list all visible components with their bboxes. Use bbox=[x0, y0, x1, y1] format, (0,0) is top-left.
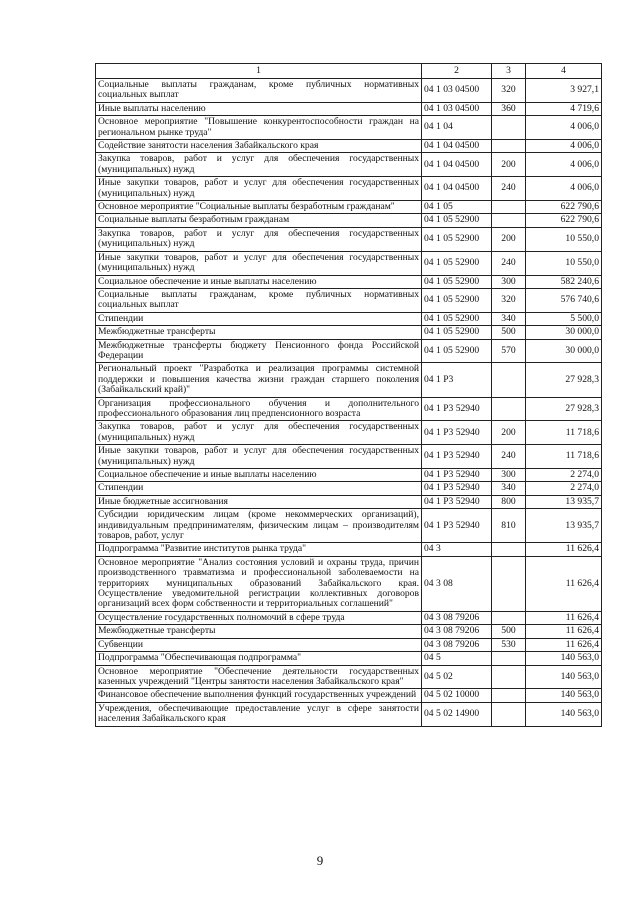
row-name-cell: Содействие занятости населения Забайкальского края bbox=[96, 140, 422, 153]
row-code-cell: 04 1 05 52900 bbox=[422, 312, 492, 325]
table-row bbox=[96, 79, 602, 103]
row-code-cell: 04 1 P3 52940 bbox=[422, 421, 492, 445]
row-name-cell: Стипендии bbox=[96, 482, 422, 495]
row-expense-type-cell bbox=[492, 611, 526, 624]
row-expense-type-cell: 200 bbox=[492, 153, 526, 177]
row-expense-type-cell: 570 bbox=[492, 339, 526, 363]
table-row bbox=[96, 652, 602, 665]
row-expense-type-cell bbox=[492, 363, 526, 397]
row-sum-cell: 27 928,3 bbox=[526, 363, 602, 397]
row-name-cell: Основное мероприятие "Обеспечение деятельности государственных казенных учреждений "Центры занятости населения Забайкальского края" bbox=[96, 665, 422, 689]
table-row bbox=[96, 689, 602, 702]
table-row bbox=[96, 638, 602, 651]
row-sum-cell: 4 006,0 bbox=[526, 116, 602, 140]
row-code-cell: 04 1 04 04500 bbox=[422, 177, 492, 201]
row-expense-type-cell bbox=[492, 214, 526, 227]
table-row bbox=[96, 140, 602, 153]
row-sum-cell: 30 000,0 bbox=[526, 339, 602, 363]
table-row bbox=[96, 482, 602, 495]
row-sum-cell: 13 935,7 bbox=[526, 495, 602, 508]
row-code-cell: 04 3 08 79206 bbox=[422, 638, 492, 651]
row-sum-cell: 27 928,3 bbox=[526, 397, 602, 421]
row-expense-type-cell bbox=[492, 665, 526, 689]
row-expense-type-cell: 530 bbox=[492, 638, 526, 651]
row-code-cell: 04 1 05 52900 bbox=[422, 214, 492, 227]
row-code-cell: 04 1 05 52900 bbox=[422, 339, 492, 363]
row-code-cell: 04 5 bbox=[422, 652, 492, 665]
row-name-cell: Социальные выплаты гражданам, кроме публичных нормативных социальных выплат bbox=[96, 288, 422, 312]
row-code-cell: 04 1 P3 52940 bbox=[422, 495, 492, 508]
table-row bbox=[96, 312, 602, 325]
header-col-code: 2 bbox=[422, 64, 492, 79]
row-name-cell: Межбюджетные трансферты бюджету Пенсионного фонда Российской Федерации bbox=[96, 339, 422, 363]
row-name-cell: Иные закупки товаров, работ и услуг для обеспечения государственных (муниципальных) нужд bbox=[96, 177, 422, 201]
row-sum-cell: 3 927,1 bbox=[526, 79, 602, 103]
row-expense-type-cell: 800 bbox=[492, 495, 526, 508]
row-name-cell: Социальное обеспечение и иные выплаты населению bbox=[96, 275, 422, 288]
row-sum-cell: 4 719,6 bbox=[526, 102, 602, 115]
row-name-cell: Стипендии bbox=[96, 312, 422, 325]
table-row bbox=[96, 445, 602, 469]
row-sum-cell: 13 935,7 bbox=[526, 509, 602, 543]
row-expense-type-cell: 340 bbox=[492, 482, 526, 495]
row-sum-cell: 4 006,0 bbox=[526, 177, 602, 201]
table-row bbox=[96, 625, 602, 638]
row-sum-cell: 11 718,6 bbox=[526, 421, 602, 445]
row-expense-type-cell: 500 bbox=[492, 326, 526, 339]
row-sum-cell: 576 740,6 bbox=[526, 288, 602, 312]
page-number: 9 bbox=[316, 853, 324, 868]
row-code-cell: 04 5 02 bbox=[422, 665, 492, 689]
row-name-cell: Организация профессионального обучения и дополнительного профессионального образования лиц предпенсионного возраста bbox=[96, 397, 422, 421]
table-row bbox=[96, 495, 602, 508]
row-expense-type-cell: 810 bbox=[492, 509, 526, 543]
row-name-cell: Иные выплаты населению bbox=[96, 102, 422, 115]
row-expense-type-cell bbox=[492, 702, 526, 726]
row-code-cell: 04 1 05 52900 bbox=[422, 275, 492, 288]
row-sum-cell: 2 274,0 bbox=[526, 469, 602, 482]
table-row bbox=[96, 469, 602, 482]
row-expense-type-cell bbox=[492, 140, 526, 153]
row-sum-cell: 11 626,4 bbox=[526, 611, 602, 624]
row-sum-cell: 11 626,4 bbox=[526, 625, 602, 638]
table-row bbox=[96, 702, 602, 726]
table-row bbox=[96, 214, 602, 227]
row-sum-cell: 30 000,0 bbox=[526, 326, 602, 339]
row-sum-cell: 11 626,4 bbox=[526, 543, 602, 556]
row-name-cell: Основное мероприятие "Анализ состояния условий и охраны труда, причин производственного травматизма и профессиональной заболеваемости на территориях муниципальных образований Забайкальского края. Осуществление уведомительной регистрации коллективных договоров организаций всех форм собственности и территориальных соглашений" bbox=[96, 556, 422, 611]
row-expense-type-cell: 320 bbox=[492, 288, 526, 312]
row-code-cell: 04 1 P3 52940 bbox=[422, 397, 492, 421]
row-expense-type-cell: 360 bbox=[492, 102, 526, 115]
row-code-cell: 04 3 08 79206 bbox=[422, 625, 492, 638]
row-sum-cell: 10 550,0 bbox=[526, 251, 602, 275]
row-expense-type-cell: 240 bbox=[492, 177, 526, 201]
row-code-cell: 04 5 02 14900 bbox=[422, 702, 492, 726]
row-name-cell: Осуществление государственных полномочий в сфере труда bbox=[96, 611, 422, 624]
row-expense-type-cell: 320 bbox=[492, 79, 526, 103]
row-code-cell: 04 3 08 bbox=[422, 556, 492, 611]
table-row bbox=[96, 543, 602, 556]
row-expense-type-cell: 200 bbox=[492, 421, 526, 445]
row-name-cell: Закупка товаров, работ и услуг для обеспечения государственных (муниципальных) нужд bbox=[96, 227, 422, 251]
row-code-cell: 04 1 P3 52940 bbox=[422, 445, 492, 469]
table-row bbox=[96, 509, 602, 543]
row-name-cell: Основное мероприятие "Повышение конкурентоспособности граждан на региональном рынке труда" bbox=[96, 116, 422, 140]
row-name-cell: Субвенции bbox=[96, 638, 422, 651]
header-col-sum: 4 bbox=[526, 64, 602, 79]
row-sum-cell: 4 006,0 bbox=[526, 140, 602, 153]
row-code-cell: 04 1 03 04500 bbox=[422, 79, 492, 103]
row-name-cell: Социальные выплаты гражданам, кроме публичных нормативных социальных выплат bbox=[96, 79, 422, 103]
table-row bbox=[96, 102, 602, 115]
row-expense-type-cell bbox=[492, 201, 526, 214]
row-sum-cell: 4 006,0 bbox=[526, 153, 602, 177]
row-sum-cell: 5 500,0 bbox=[526, 312, 602, 325]
row-sum-cell: 582 240,6 bbox=[526, 275, 602, 288]
row-sum-cell: 622 790,6 bbox=[526, 201, 602, 214]
row-name-cell: Социальное обеспечение и иные выплаты населению bbox=[96, 469, 422, 482]
row-code-cell: 04 1 05 52900 bbox=[422, 288, 492, 312]
table-row bbox=[96, 288, 602, 312]
row-expense-type-cell: 240 bbox=[492, 251, 526, 275]
row-name-cell: Закупка товаров, работ и услуг для обеспечения государственных (муниципальных) нужд bbox=[96, 153, 422, 177]
row-sum-cell: 11 626,4 bbox=[526, 556, 602, 611]
table-row bbox=[96, 201, 602, 214]
row-expense-type-cell: 500 bbox=[492, 625, 526, 638]
row-name-cell: Иные закупки товаров, работ и услуг для обеспечения государственных (муниципальных) нужд bbox=[96, 251, 422, 275]
table-row bbox=[96, 611, 602, 624]
row-code-cell: 04 1 P3 bbox=[422, 363, 492, 397]
header-col-vr: 3 bbox=[492, 64, 526, 79]
row-name-cell: Межбюджетные трансферты bbox=[96, 625, 422, 638]
row-expense-type-cell bbox=[492, 116, 526, 140]
table-row bbox=[96, 116, 602, 140]
row-name-cell: Закупка товаров, работ и услуг для обеспечения государственных (муниципальных) нужд bbox=[96, 421, 422, 445]
row-expense-type-cell bbox=[492, 652, 526, 665]
table-row bbox=[96, 326, 602, 339]
row-expense-type-cell bbox=[492, 689, 526, 702]
row-sum-cell: 140 563,0 bbox=[526, 652, 602, 665]
row-sum-cell: 140 563,0 bbox=[526, 702, 602, 726]
row-name-cell: Субсидии юридическим лицам (кроме некоммерческих организаций), индивидуальным предпринимателям, физическим лицам – производителям товаров, работ, услуг bbox=[96, 509, 422, 543]
row-code-cell: 04 1 05 bbox=[422, 201, 492, 214]
row-code-cell: 04 1 04 bbox=[422, 116, 492, 140]
row-expense-type-cell bbox=[492, 556, 526, 611]
row-code-cell: 04 1 P3 52940 bbox=[422, 482, 492, 495]
row-name-cell: Иные бюджетные ассигнования bbox=[96, 495, 422, 508]
row-sum-cell: 2 274,0 bbox=[526, 482, 602, 495]
row-sum-cell: 10 550,0 bbox=[526, 227, 602, 251]
table-row bbox=[96, 665, 602, 689]
row-name-cell: Иные закупки товаров, работ и услуг для обеспечения государственных (муниципальных) нужд bbox=[96, 445, 422, 469]
row-sum-cell: 140 563,0 bbox=[526, 665, 602, 689]
row-code-cell: 04 1 04 04500 bbox=[422, 153, 492, 177]
row-code-cell: 04 1 03 04500 bbox=[422, 102, 492, 115]
table-row bbox=[96, 363, 602, 397]
row-name-cell: Подпрограмма "Обеспечивающая подпрограмма" bbox=[96, 652, 422, 665]
table-row bbox=[96, 397, 602, 421]
row-name-cell: Финансовое обеспечение выполнения функций государственных учреждений bbox=[96, 689, 422, 702]
row-expense-type-cell: 340 bbox=[492, 312, 526, 325]
row-code-cell: 04 1 05 52900 bbox=[422, 227, 492, 251]
table-row bbox=[96, 275, 602, 288]
table-header-row bbox=[96, 64, 602, 79]
table-row bbox=[96, 421, 602, 445]
row-name-cell: Социальные выплаты безработным гражданам bbox=[96, 214, 422, 227]
header-col-name: 1 bbox=[96, 64, 422, 79]
row-sum-cell: 140 563,0 bbox=[526, 689, 602, 702]
row-expense-type-cell bbox=[492, 543, 526, 556]
row-code-cell: 04 1 05 52900 bbox=[422, 251, 492, 275]
row-expense-type-cell: 300 bbox=[492, 469, 526, 482]
row-sum-cell: 622 790,6 bbox=[526, 214, 602, 227]
row-expense-type-cell: 240 bbox=[492, 445, 526, 469]
row-name-cell: Основное мероприятие "Социальные выплаты безработным гражданам" bbox=[96, 201, 422, 214]
row-code-cell: 04 3 bbox=[422, 543, 492, 556]
row-code-cell: 04 5 02 10000 bbox=[422, 689, 492, 702]
table-row bbox=[96, 153, 602, 177]
row-code-cell: 04 1 P3 52940 bbox=[422, 509, 492, 543]
row-expense-type-cell bbox=[492, 397, 526, 421]
row-code-cell: 04 3 08 79206 bbox=[422, 611, 492, 624]
table-row bbox=[96, 556, 602, 611]
table-row bbox=[96, 339, 602, 363]
row-name-cell: Подпрограмма "Развитие институтов рынка труда" bbox=[96, 543, 422, 556]
table-row bbox=[96, 227, 602, 251]
row-code-cell: 04 1 04 04500 bbox=[422, 140, 492, 153]
row-sum-cell: 11 718,6 bbox=[526, 445, 602, 469]
row-code-cell: 04 1 05 52900 bbox=[422, 326, 492, 339]
row-name-cell: Учреждения, обеспечивающие предоставление услуг в сфере занятости населения Забайкальского края bbox=[96, 702, 422, 726]
table-row bbox=[96, 251, 602, 275]
table-body bbox=[96, 79, 602, 727]
row-sum-cell: 11 626,4 bbox=[526, 638, 602, 651]
row-name-cell: Региональный проект "Разработка и реализация программы системной поддержки и повышения качества жизни граждан старшего поколения (Забайкальский край)" bbox=[96, 363, 422, 397]
row-expense-type-cell: 200 bbox=[492, 227, 526, 251]
row-expense-type-cell: 300 bbox=[492, 275, 526, 288]
budget-table bbox=[95, 63, 602, 727]
row-code-cell: 04 1 P3 52940 bbox=[422, 469, 492, 482]
row-name-cell: Межбюджетные трансферты bbox=[96, 326, 422, 339]
table-row bbox=[96, 177, 602, 201]
